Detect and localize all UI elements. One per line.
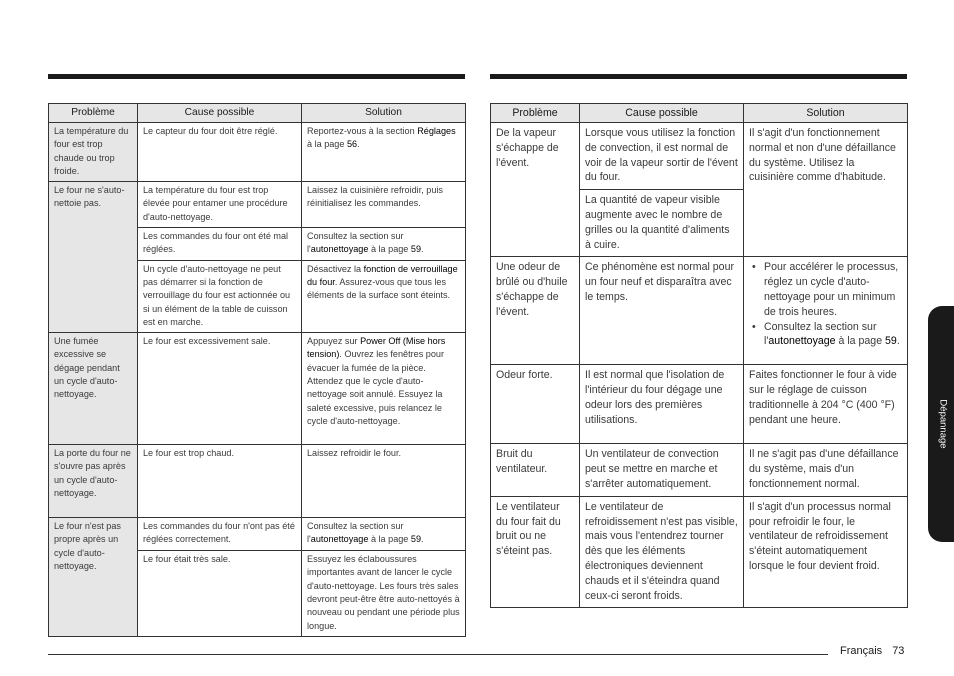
problem-cell: Le four ne s'auto-nettoie pas. xyxy=(49,182,138,333)
list-item: • Pour accélérer le processus, réglez un cycle d'auto-nettoyage pour un minimum de trois heures. xyxy=(749,260,902,319)
cause-cell: Le four était très sale. xyxy=(138,551,302,637)
cause-cell: Le four est trop chaud. xyxy=(138,445,302,518)
solution-text: Appuyez sur xyxy=(307,336,361,347)
problem-cell: Le four n'est pas propre après un cycle d'auto-nettoyage. xyxy=(49,518,138,637)
solution-cell xyxy=(302,123,466,182)
solution-cell: Essuyez les éclaboussures importantes avant de lancer le cycle d'auto-nettoyage. Les fours très sales devront peut-être être auto-nettoyés à nouveau ou pendant une période plus longue. xyxy=(302,551,466,637)
cause-cell: Le ventilateur de refroidissement n'est pas visible, mais vous l'entendrez tourner dès que les éléments électroniques deviennent chauds et il s'éteindra quand ceux-ci seront froids. xyxy=(580,496,744,608)
solution-text: . xyxy=(357,139,360,150)
page-reference: 59 xyxy=(410,244,422,255)
solution-cell: Il ne s'agit pas d'une défaillance du système, mais d'un fonctionnement normal. xyxy=(744,444,908,496)
table-row xyxy=(49,123,466,182)
problem-cell: Odeur forte. xyxy=(491,365,580,444)
cause-cell: Le four est excessivement sale. xyxy=(138,333,302,445)
solution-cell: Il s'agit d'un fonctionnement normal et non d'une défaillance du système. Utilisez la cuisinière comme d'habitude. xyxy=(744,123,908,257)
solution-cell xyxy=(302,518,466,551)
left-top-rule xyxy=(48,74,465,79)
problem-cell: Le ventilateur du four fait du bruit ou ne s'éteint pas. xyxy=(491,496,580,608)
menu-reference: Réglages xyxy=(417,126,456,136)
right-top-rule xyxy=(490,74,907,79)
cause-cell: Le capteur du four doit être réglé. xyxy=(138,123,302,182)
solution-text: . xyxy=(421,534,424,545)
table-row xyxy=(49,182,466,228)
footer-language: Français xyxy=(840,645,883,657)
cause-cell: Il est normal que l'isolation de l'intérieur du four dégage une odeur lors des premières utilisations. xyxy=(580,365,744,444)
solution-text: Reportez-vous à la section xyxy=(307,126,418,136)
page-reference: 59 xyxy=(410,534,422,545)
header-problem: Problème xyxy=(491,104,580,123)
problem-cell: La porte du four ne s'ouvre pas après un cycle d'auto-nettoyage. xyxy=(49,445,138,518)
solution-cell xyxy=(302,260,466,332)
cause-cell: La température du four est trop élevée pour entamer une procédure d'auto-nettoyage. xyxy=(138,182,302,228)
table-row xyxy=(491,365,908,444)
table-row xyxy=(491,123,908,190)
solution-text: . Ouvrez les fenêtres pour évacuer la fumée de la pièce. Attendez que le cycle d'auto-nettoyage soit annulé. Essuyez la saleté excessive, puis relancez le cycle d'auto-nettoyage. xyxy=(307,349,444,426)
solution-cell xyxy=(302,333,466,445)
menu-reference: autonettoyage xyxy=(768,335,836,348)
header-cause: Cause possible xyxy=(138,104,302,123)
cause-cell: Les commandes du four n'ont pas été réglées correctement. xyxy=(138,518,302,551)
solution-text: à la page xyxy=(368,534,411,545)
table-row xyxy=(49,518,466,551)
list-item xyxy=(749,320,902,350)
solution-text: . xyxy=(896,335,900,348)
header-problem: Problème xyxy=(49,104,138,123)
solution-cell xyxy=(744,257,908,365)
footer-rule xyxy=(48,654,828,655)
troubleshooting-table-left xyxy=(48,103,466,637)
solution-text: à la page xyxy=(307,139,347,150)
section-side-tab xyxy=(928,306,954,542)
cause-cell: Un ventilateur de convection peut se mettre en marche et s'arrêter automatiquement. xyxy=(580,444,744,496)
section-tab-label: Dépannage xyxy=(937,399,949,449)
table-row xyxy=(49,333,466,445)
solution-text: Désactivez la xyxy=(307,263,364,274)
solution-cell xyxy=(302,228,466,261)
cause-cell: La quantité de vapeur visible augmente avec le nombre de grilles ou la quantité d'aliments à cuire. xyxy=(580,190,744,257)
problem-cell: Une fumée excessive se dégage pendant un cycle d'auto-nettoyage. xyxy=(49,333,138,445)
problem-cell: La température du four est trop chaude ou trop froide. xyxy=(49,123,138,182)
cause-cell: Ce phénomène est normal pour un four neuf et disparaîtra avec le temps. xyxy=(580,257,744,365)
solution-text: . xyxy=(421,244,424,255)
page-number: 73 xyxy=(892,645,905,657)
troubleshooting-table-right xyxy=(490,103,908,608)
page-reference: 59 xyxy=(885,335,897,348)
table-row xyxy=(491,496,908,608)
menu-reference: fonction de verrouillage du four xyxy=(307,263,458,287)
button-reference: Power Off (Mise hors tension) xyxy=(307,336,446,360)
header-row xyxy=(491,104,908,123)
table-row xyxy=(491,257,908,365)
solution-text: . Assurez-vous que tous les éléments de la surface sont éteints. xyxy=(307,276,451,301)
cause-cell: Les commandes du four ont été mal réglées. xyxy=(138,228,302,261)
solution-cell: Laissez refroidir le four. xyxy=(302,445,466,518)
problem-cell: De la vapeur s'échappe de l'évent. xyxy=(491,123,580,257)
solution-text: Consultez la section sur l' xyxy=(307,521,404,545)
solution-text: à la page xyxy=(835,335,886,348)
problem-cell: Une odeur de brûlé ou d'huile s'échappe de l'évent. xyxy=(491,257,580,365)
page-footer xyxy=(840,645,904,657)
table-row xyxy=(491,444,908,496)
page-reference: 56 xyxy=(346,139,358,150)
cause-cell: Un cycle d'auto-nettoyage ne peut pas démarrer si la fonction de verrouillage du four est actionnée ou si un élément de la table de cuisson est en marche. xyxy=(138,260,302,332)
menu-reference: autonettoyage xyxy=(310,244,369,255)
cause-cell: Lorsque vous utilisez la fonction de convection, il est normal de voir de la vapeur sortir de l'évent du four. xyxy=(580,123,744,190)
header-solution: Solution xyxy=(302,104,466,123)
solution-text: Consultez la section sur l' xyxy=(764,320,877,348)
solution-cell: Laissez la cuisinière refroidir, puis réinitialisez les commandes. xyxy=(302,182,466,228)
header-cause: Cause possible xyxy=(580,104,744,123)
solution-text: Consultez la section sur l' xyxy=(307,231,404,255)
solution-cell: Il s'agit d'un processus normal pour refroidir le four, le ventilateur de refroidissement s'éteint automatiquement lorsque le four devient froid. xyxy=(744,496,908,608)
solution-cell: Faites fonctionner le four à vide sur le réglage de cuisson traditionnelle à 204 °C (400 °F) pendant une heure. xyxy=(744,365,908,444)
menu-reference: autonettoyage xyxy=(310,534,369,545)
solution-text: à la page xyxy=(368,244,411,255)
solution-bullet-list xyxy=(749,260,902,349)
problem-cell: Bruit du ventilateur. xyxy=(491,444,580,496)
table-row xyxy=(49,445,466,518)
header-row xyxy=(49,104,466,123)
header-solution: Solution xyxy=(744,104,908,123)
